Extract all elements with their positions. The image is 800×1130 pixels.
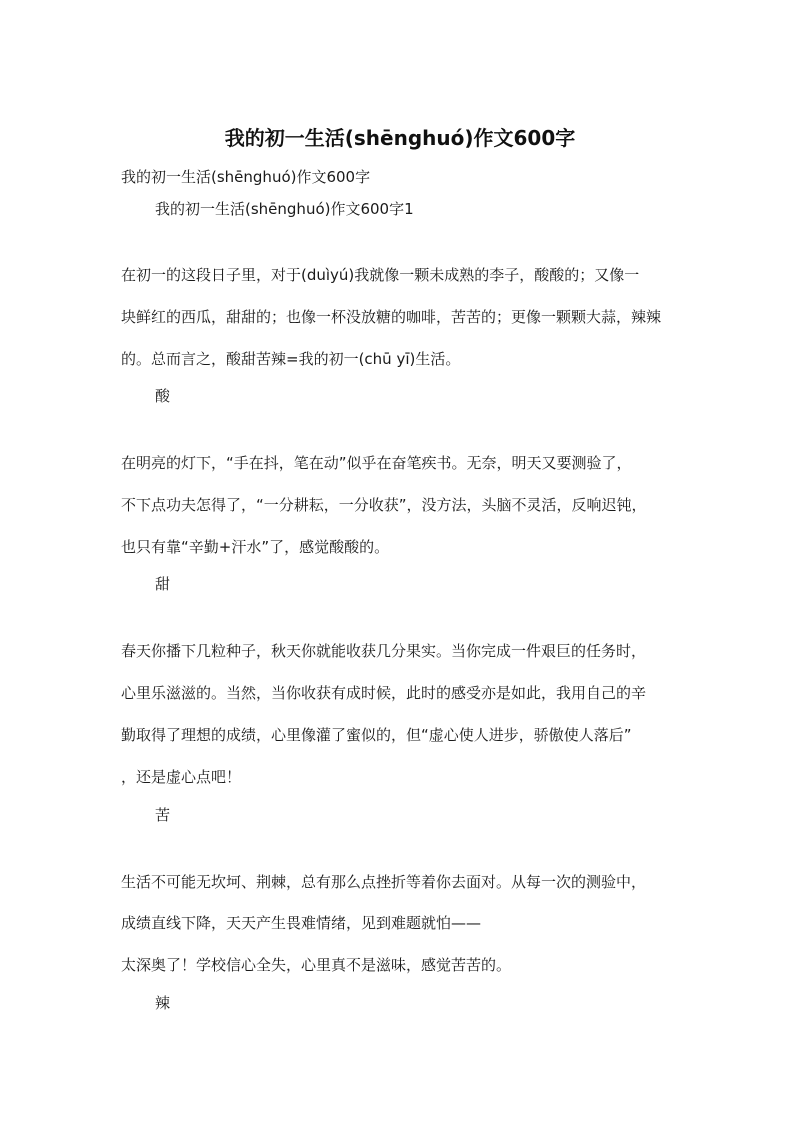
paragraph-line: 成绩直线下降，天天产生畏难情绪，见到难题就怕——: [121, 914, 482, 932]
paragraph-line: 的。总而言之，酸甜苦辣=我的初一(chū yī)生活。: [121, 350, 461, 368]
paragraph-line: 春天你播下几粒种子，秋天你就能收获几分果实。当你完成一件艰巨的任务时，: [121, 642, 647, 660]
section-heading-bitter: 苦: [155, 806, 171, 824]
paragraph-line: 勤取得了理想的成绩，心里像灌了蜜似的，但“虚心使人进步，骄傲使人落后”: [121, 726, 632, 744]
paragraph-line: 生活不可能无坎坷、荆棘，总有那么点挫折等着你去面对。从每一次的测验中，: [121, 873, 647, 891]
paragraph-line: 不下点功夫怎得了，“一分耕耘，一分收获”，没方法，头脑不灵活，反响迟钝，: [121, 496, 647, 514]
document-subheading: 我的初一生活(shēnghuó)作文600字1: [155, 200, 414, 218]
paragraph-line: 心里乐滋滋的。当然，当你收获有成时候，此时的感受亦是如此，我用自己的辛: [121, 684, 647, 702]
paragraph-line: 在初一的这段日子里，对于(duìyú)我就像一颗未成熟的李子，酸酸的；又像一: [121, 266, 640, 284]
paragraph-line: 块鲜红的西瓜，甜甜的；也像一杯没放糖的咖啡，苦苦的；更像一颗颗大蒜，辣辣: [121, 308, 662, 326]
section-heading-sweet: 甜: [155, 575, 171, 593]
paragraph-line: 也只有靠“辛勤+汗水”了，感觉酸酸的。: [121, 538, 390, 556]
paragraph-line: 太深奥了！学校信心全失，心里真不是滋味，感觉苦苦的。: [121, 956, 512, 974]
section-heading-spicy: 辣: [155, 994, 171, 1012]
document-title: 我的初一生活(shēnghuó)作文600字: [224, 126, 576, 150]
paragraph-line: 在明亮的灯下，“手在抖，笔在动”似乎在奋笔疾书。无奈，明天又要测验了，: [121, 454, 632, 472]
paragraph-line: ，还是虚心点吧！: [121, 768, 242, 786]
section-heading-sour: 酸: [155, 387, 171, 405]
document-subtitle: 我的初一生活(shēnghuó)作文600字: [121, 168, 371, 186]
